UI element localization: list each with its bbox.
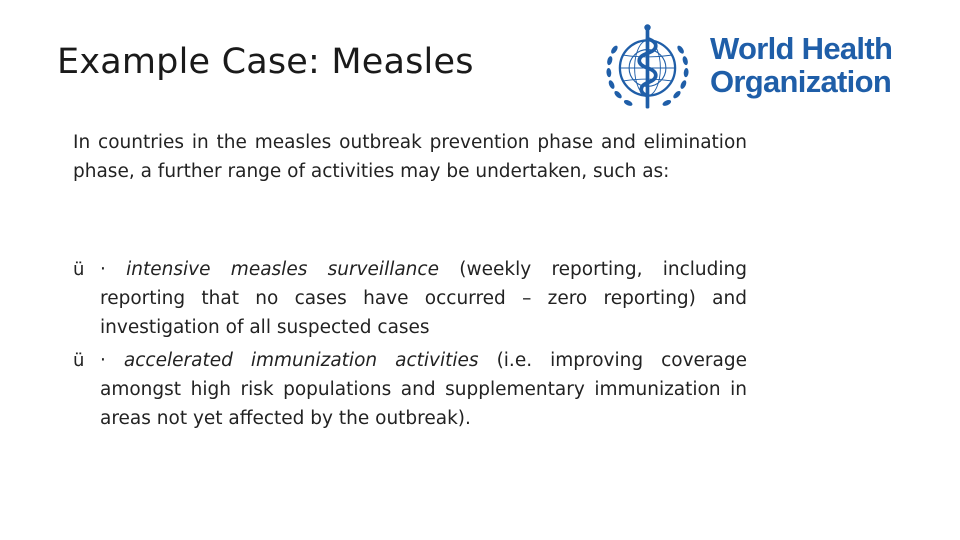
intro-paragraph: In countries in the measles outbreak prevention phase and elimination phase, a further range of activities may be undertaken, such as: bbox=[73, 132, 747, 182]
bullet-text: (i.e. improving coverage amongst high risk populations and supplementary immunization in areas not yet affected by the outbreak). bbox=[100, 350, 748, 429]
bullet-text: (weekly reporting, including reporting that no cases have occurred – zero reporting) and investigation of all suspected cases bbox=[100, 259, 747, 338]
who-wordmark-line2: Organization bbox=[710, 64, 892, 99]
who-emblem-icon bbox=[600, 22, 695, 114]
bullet-prefix: · bbox=[100, 259, 127, 280]
checkmark-icon: ü bbox=[73, 259, 85, 280]
who-logo bbox=[600, 22, 900, 114]
bullet-prefix: · bbox=[100, 350, 124, 371]
checkmark-icon: ü bbox=[73, 350, 85, 371]
who-wordmark-line1: World Health bbox=[710, 31, 893, 66]
activity-list bbox=[73, 255, 747, 437]
bullet-emphasis: intensive measles surveillance bbox=[126, 259, 439, 280]
slide-title: Example Case: Measles bbox=[57, 42, 474, 82]
bullet-emphasis: accelerated immunization activities bbox=[123, 350, 479, 371]
list-item bbox=[73, 346, 747, 433]
list-item bbox=[73, 255, 747, 342]
who-wordmark bbox=[710, 32, 892, 98]
